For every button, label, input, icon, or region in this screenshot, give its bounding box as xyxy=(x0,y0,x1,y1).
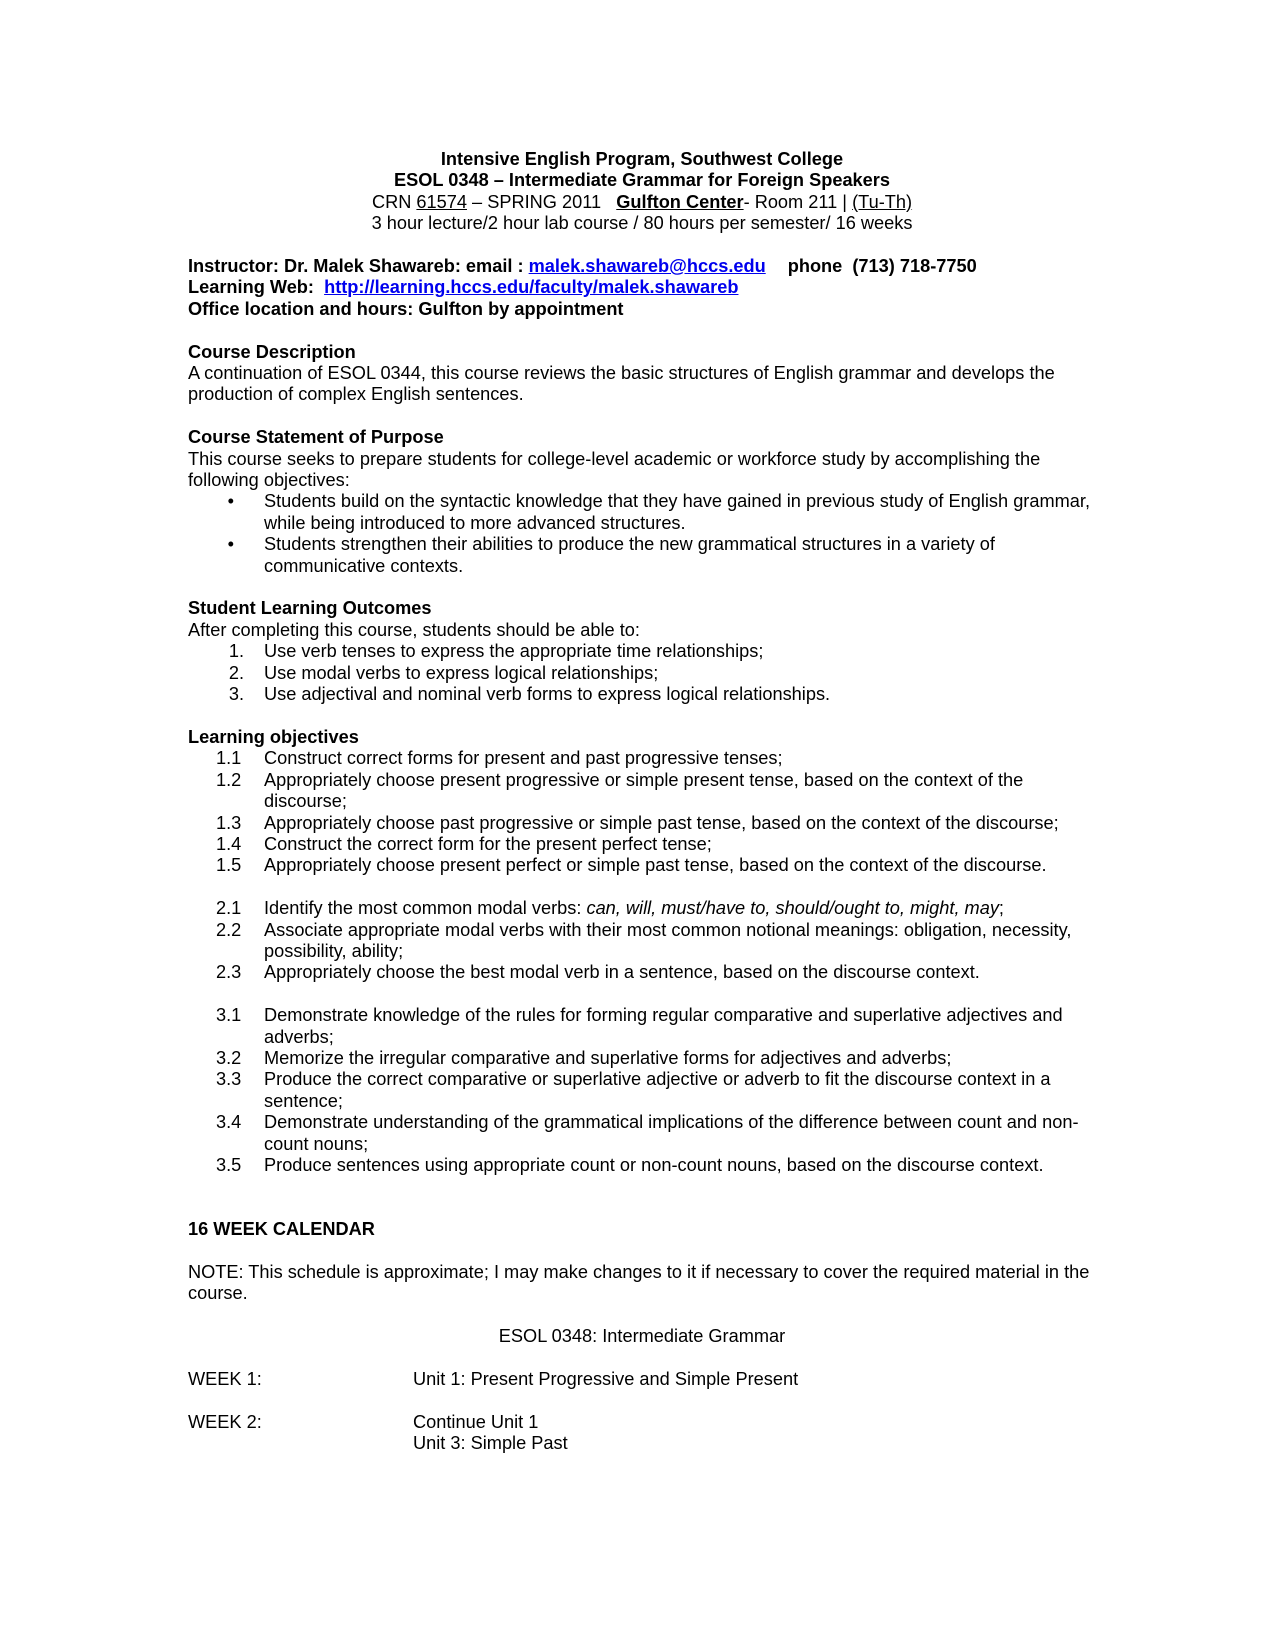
instructor-line: Instructor: Dr. Malek Shawareb: email : malek.shawareb@hccs.edu phone (713) 718-7750 xyxy=(188,256,977,277)
list-item: 3.2 Memorize the irregular comparative and superlative forms for adjectives and adverbs; xyxy=(216,1047,952,1068)
learning-outcomes-intro: After completing this course, students should be able to: xyxy=(188,619,640,640)
learning-web-line: Learning Web: http://learning.hccs.edu/faculty/malek.shawareb xyxy=(188,277,739,298)
objectives-group-1 xyxy=(188,748,1096,876)
learning-outcomes-list xyxy=(188,641,1096,705)
purpose-heading: Course Statement of Purpose xyxy=(188,427,444,448)
course-info-line: CRN 61574 – SPRING 2011 Gulfton Center- Room 211 | (Tu-Th) xyxy=(371,191,913,212)
calendar-title: ESOL 0348: Intermediate Grammar xyxy=(498,1326,786,1347)
document-header xyxy=(188,149,1096,235)
week-1-content: Unit 1: Present Progressive and Simple Present xyxy=(413,1368,799,1389)
learning-outcomes-heading: Student Learning Outcomes xyxy=(188,598,432,619)
crn-number: 61574 xyxy=(416,191,467,212)
learning-web-link[interactable]: http://learning.hccs.edu/faculty/malek.shawareb xyxy=(324,277,739,298)
week-2-row xyxy=(188,1412,1096,1455)
list-item: 1.2 Appropriately choose present progressive or simple present tense, based on the context of the discourse; xyxy=(216,769,1024,812)
list-item: 3. Use adjectival and nominal verb forms to express logical relationships. xyxy=(228,684,831,705)
calendar-heading: 16 WEEK CALENDAR xyxy=(188,1219,375,1240)
list-item: 1.3 Appropriately choose past progressive or simple past tense, based on the context of the discourse; xyxy=(216,812,1059,833)
instructor-phone: phone (713) 718-7750 xyxy=(787,256,977,277)
week-1-label: WEEK 1: xyxy=(188,1368,262,1389)
list-item: 2.3 Appropriately choose the best modal verb in a sentence, based on the discourse context. xyxy=(216,962,980,983)
purpose-section xyxy=(188,427,1096,577)
list-item: 3.5 Produce sentences using appropriate count or non-count nouns, based on the discourse context. xyxy=(216,1154,1044,1175)
list-item: 1. Use verb tenses to express the appropriate time relationships; xyxy=(228,641,764,662)
list-item: 3.1 Demonstrate knowledge of the rules for forming regular comparative and superlative adjectives and adverbs; xyxy=(216,1005,1063,1047)
week-2-label: WEEK 2: xyxy=(188,1411,262,1432)
program-title: Intensive English Program, Southwest College xyxy=(440,149,844,169)
objectives-group-3 xyxy=(188,1005,1096,1176)
list-item: • Students strengthen their abilities to produce the new grammatical structures in a variety of communicative contexts. xyxy=(208,534,1096,577)
list-item: 3.4 Demonstrate understanding of the grammatical implications of the difference between count and non-count nouns; xyxy=(216,1112,1079,1154)
list-item: 2.1 Identify the most common modal verbs: can, will, must/have to, should/ought to, might, may; xyxy=(216,898,1004,919)
course-hours: 3 hour lecture/2 hour lab course / 80 hours per semester/ 16 weeks xyxy=(371,213,913,234)
syllabus-content xyxy=(188,149,1096,1455)
list-item: 1.5 Appropriately choose present perfect or simple past tense, based on the context of the discourse. xyxy=(216,855,1047,876)
list-item: 1.4 Construct the correct form for the present perfect tense; xyxy=(216,833,712,854)
objectives-group-2 xyxy=(188,898,1096,984)
list-item: 3.3 Produce the correct comparative or superlative adjective or adverb to fit the discourse context in a sentence; xyxy=(216,1069,1051,1111)
week-1-row xyxy=(188,1369,1096,1390)
course-title: ESOL 0348 – Intermediate Grammar for Foreign Speakers xyxy=(394,170,890,191)
instructor-email-link[interactable]: malek.shawareb@hccs.edu xyxy=(528,256,766,277)
list-item: • Students build on the syntactic knowledge that they have gained in previous study of English grammar, while being introduced to more advanced structures. xyxy=(208,491,1096,534)
purpose-text: This course seeks to prepare students for college-level academic or workforce study by accomplishing the following objectives: xyxy=(188,448,1041,491)
course-description-text: A continuation of ESOL 0344, this course reviews the basic structures of English grammar and develops the production of complex English sentences. xyxy=(188,363,1055,405)
course-description-heading: Course Description xyxy=(188,341,356,362)
learning-outcomes-section xyxy=(188,598,1096,705)
calendar-note: NOTE: This schedule is approximate; I may make changes to it if necessary to cover the required material in the course. xyxy=(188,1261,1090,1304)
bullet-icon: • xyxy=(227,534,234,555)
modal-verbs-list: can, will, must/have to, should/ought to, might, may xyxy=(586,898,999,919)
bullet-icon: • xyxy=(227,491,234,512)
class-days: (Tu-Th) xyxy=(852,191,913,212)
purpose-bullet-list xyxy=(188,491,1096,577)
list-item: 2.2 Associate appropriate modal verbs with their most common notional meanings: obligation, necessity, possibility, ability; xyxy=(216,919,1072,961)
instructor-info xyxy=(188,256,1096,320)
learning-objectives-heading: Learning objectives xyxy=(188,726,359,747)
list-item: 2. Use modal verbs to express logical relationships; xyxy=(228,662,659,683)
list-item: 1.1 Construct correct forms for present and past progressive tenses; xyxy=(216,748,783,769)
center-name: Gulfton Center xyxy=(616,191,744,212)
week-2-content: Continue Unit 1 Unit 3: Simple Past xyxy=(413,1411,568,1454)
course-description-section xyxy=(188,342,1096,406)
office-hours: Office location and hours: Gulfton by appointment xyxy=(188,298,624,319)
calendar-section xyxy=(188,1219,1096,1454)
learning-objectives-section xyxy=(188,727,1096,1177)
